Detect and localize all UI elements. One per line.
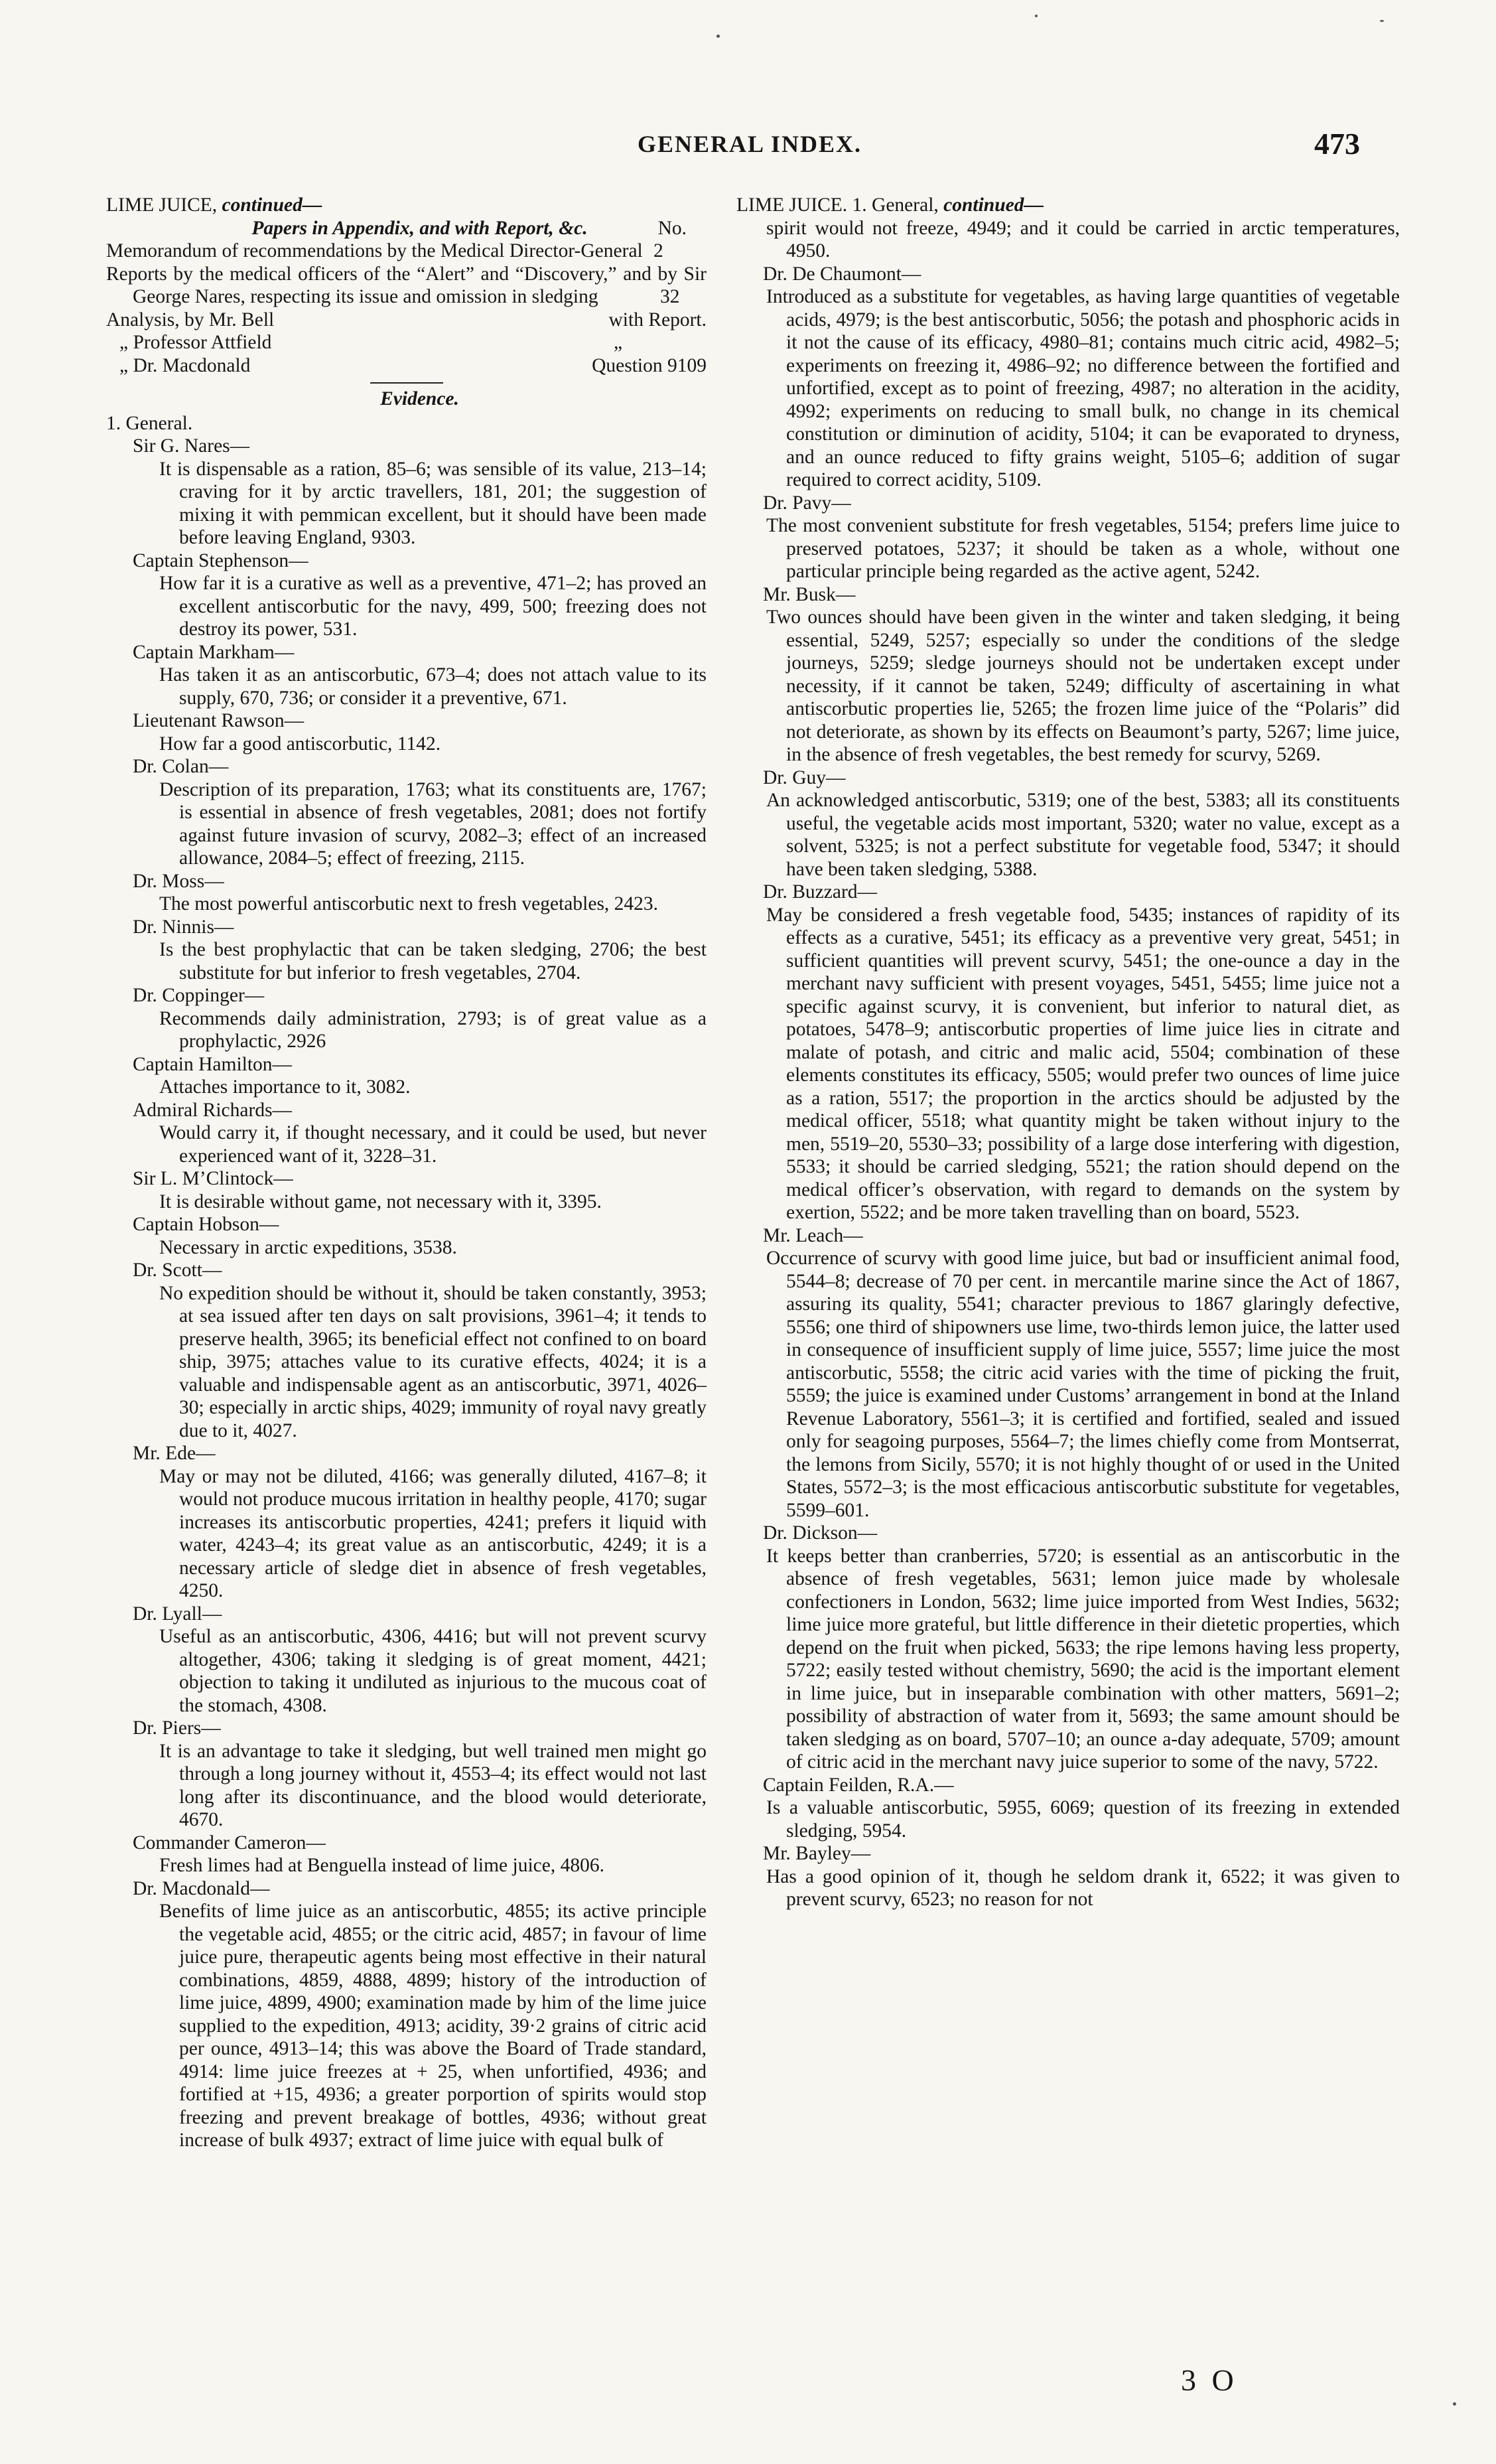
- witness-name: Commander Cameron—: [133, 1832, 326, 1853]
- divider-rule: [370, 382, 443, 384]
- witness-evidence: Would carry it, if thought necessary, and it could be used, but never experienced want of it, 3228–31.: [159, 1122, 707, 1167]
- continued-label: continued—: [222, 194, 322, 216]
- paper-title: „ Professor Attfield: [119, 332, 272, 353]
- witness-name: Captain Stephenson—: [133, 549, 308, 571]
- witness-evidence: Two ounces should have been given in the winter and taken sledging, it being essential, 5249, 5257; especially so under the conditions of the sledge journeys, 5259; sledge journeys should not be undertaken except under necessity, if it cannot be taken, 5249; difficulty of ascertaining in what antiscorbutic properties lie, 5265; the frozen lime juice of the “Polaris” did not deteriorate, as shown by its effects on Beaumont’s party, 5267; lime juice, in the absence of fresh vegetables, the best remedy for scurvy, 5269.: [766, 607, 1400, 765]
- right-column: [736, 194, 1400, 1911]
- witness-evidence: Is a valuable antiscorbutic, 5955, 6069; question of its freezing in extended sledging, 5954.: [766, 1797, 1400, 1842]
- paper-row: Memorandum of recommendations by the Medical Director-General No. 2: [106, 218, 687, 261]
- witness-evidence: No expedition should be without it, should be taken constantly, 3953; at sea issued after ten days on salt provisions, 3961–4; it tends to preserve health, 3965; its beneficial effect not confined to on board ship, 3975; attaches value to its curative effects, 4024; it is a valuable and indispensable agent as an antiscorbutic, 3971, 4026–30; especially in arctic ships, 4029; immunity of royal navy greatly due to it, 4027.: [159, 1282, 707, 1441]
- witness-evidence: The most convenient substitute for fresh vegetables, 5154; prefers lime juice to preserved potatoes, 5237; it should be taken as a whole, without one particular principle being regarded as the active agent, 5242.: [766, 515, 1400, 582]
- witness-evidence: It is dispensable as a ration, 85–6; was sensible of its value, 213–14; craving for it by arctic travellers, 181, 201; the suggestion of mixing it with pemmican excellent, but it should have been made before leaving England, 9303.: [159, 458, 707, 548]
- witness-name: Dr. Lyall—: [133, 1603, 222, 1625]
- witness-evidence: It is an advantage to take it sledging, but well trained men might go through a long journey without it, 4553–4; its effect would not last long after its discontinuance, and the blood would deteriorate, 4670.: [159, 1740, 707, 1830]
- no-label: No.: [657, 218, 687, 239]
- subsection-label: 1. General,: [852, 194, 939, 216]
- page-header: [93, 127, 1406, 170]
- witness-name: Dr. Piers—: [133, 1717, 221, 1739]
- paper-title: Reports by the medical officers of the “Alert” and “Discovery,” and by Sir George Nares, respecting its issue and omission in sledging: [106, 263, 707, 307]
- scan-speck: [1453, 2402, 1456, 2406]
- paper-title: Memorandum of recommendations by the Medical Director-General: [106, 240, 643, 261]
- witness-evidence: Introduced as a substitute for vegetables, as having large quantities of vegetable acids, 4979; is the best antiscorbutic, 5056; the potash and phosphoric acids in it not the cause of its efficacy, 4980–81; contains much citric acid, 4982–5; experiments on freezing it, 4986–92; no difference between the fortified and unfortified, except as to point of freezing, 4987; no alteration in the acidity, 4992; experiments on reducing to small bulk, no change in its chemical constitution or diminution of acidity, 5104; it can be evaporated to dryness, and an ounce reduced to fifty grains weight, 5105–6; addition of sugar required to correct acidity, 5109.: [766, 286, 1400, 490]
- witness-name: Dr. Macdonald—: [133, 1877, 270, 1899]
- left-column: [106, 194, 707, 2152]
- witness-evidence: Benefits of lime juice as an antiscorbutic, 4855; its active principle the vegetable acid, 4855; or the citric acid, 4857; in favour of lime juice pure, therapeutic agents being most effective in their natural combinations, 4859, 4888, 4899; history of the introduction of lime juice, 4899, 4900; examination made by him of the lime juice supplied to the expedition, 4913; acidity, 39·2 grains of citric acid per ounce, 4913–14; this was above the Board of Trade standard, 4914: lime juice freezes at + 25, when unfortified, 4936; and fortified at +15, 4936; a greater porportion of spirits would stop freezing and prevent breakage of bottles, 4936; without great increase of bulk 4937; extract of lime juice with equal bulk of: [159, 1901, 707, 2151]
- paper-ref: Question 9109: [592, 354, 707, 376]
- section-heading: 1. General.: [106, 412, 193, 434]
- witness-evidence: Description of its preparation, 1763; what its constituents are, 1767; is essential in absence of fresh vegetables, 2081; does not fortify against future invasion of scurvy, 2082–3; effect of an increased allowance, 2084–5; effect of freezing, 2115.: [159, 778, 707, 869]
- witness-name: Mr. Leach—: [763, 1224, 863, 1246]
- witness-name: Dr. Guy—: [763, 766, 846, 788]
- paper-row: Reports by the medical officers of the “Alert” and “Discovery,” and by Sir George Nares, respecting its issue and omission in sledging 32: [106, 263, 707, 307]
- witness-evidence: Is the best prophylactic that can be taken sledging, 2706; the best substitute for but inferior to fresh vegetables, 2704.: [159, 939, 707, 983]
- witness-evidence: Necessary in arctic expeditions, 3538.: [159, 1236, 457, 1258]
- witness-name: Sir L. M’Clintock—: [133, 1168, 293, 1189]
- witness-name: Dr. Moss—: [133, 870, 224, 892]
- witness-name: Mr. Bayley—: [763, 1843, 871, 1864]
- witness-evidence: An acknowledged antiscorbutic, 5319; one of the best, 5383; all its constituents useful, the vegetable acids most important, 5320; water no value, except as a solvent, 5325; is not a perfect substitute for vegetable food, 5347; it should have been taken sledging, 5388.: [766, 790, 1400, 880]
- page-number: 473: [1314, 127, 1360, 161]
- witness-evidence: How far a good antiscorbutic, 1142.: [159, 733, 441, 755]
- witness-evidence: It is desirable without game, not necessary with it, 3395.: [159, 1191, 602, 1212]
- running-title: GENERAL INDEX.: [637, 131, 862, 157]
- left-main-heading: [106, 194, 707, 217]
- continued-evidence: spirit would not freeze, 4949; and it could be carried in arctic temperatures, 4950.: [766, 217, 1400, 261]
- paper-row: „ Professor Attfield „: [119, 332, 623, 353]
- witness-name: Sir G. Nares—: [133, 435, 250, 457]
- witness-name: Dr. Coppinger—: [133, 985, 265, 1006]
- signature-mark: 3 O: [1181, 2363, 1238, 2397]
- witness-evidence: May or may not be diluted, 4166; was generally diluted, 4167–8; it would not produce mucous irritation in healthy people, 4170; sugar increases its antiscorbutic properties, 4241; prefers it liquid with water, 4243–4; its great value as an antiscorbutic, 4249; it is a necessary article of sledge diet in absence of fresh vegetables, 4250.: [159, 1465, 707, 1601]
- witness-evidence: How far it is a curative as well as a preventive, 471–2; has proved an excellent antiscorbutic for the navy, 499, 500; freezing does not destroy its power, 531.: [159, 573, 707, 640]
- witness-name: Captain Hobson—: [133, 1214, 279, 1235]
- witness-evidence: Has a good opinion of it, though he seldom drank it, 6522; it was given to prevent scurvy, 6523; no reason for not: [766, 1865, 1400, 1910]
- witness-evidence: Has taken it as an antiscorbutic, 673–4; does not attach value to its supply, 670, 736; or consider it a preventive, 671.: [159, 664, 707, 709]
- main-heading-text: LIME JUICE.: [736, 194, 848, 216]
- witness-name: Dr. Ninnis—: [133, 916, 234, 938]
- witness-evidence: Occurrence of scurvy with good lime juice, but bad or insufficient animal food, 5544–8; decrease of 70 per cent. in mercantile marine since the Act of 1867, assuring its quality, 5541; character previous to 1867 glaringly defective, 5556; one third of shipowners use lime, two-thirds lemon juice, the latter used in consequence of insufficient supply of lime juice, 5557; lime juice the most antiscorbutic, 5558; the citric acid varies with the time of picking the fruit, 5559; the juice is examined under Customs’ arrangement in bond at the Inland Revenue Laboratory, 5561–3; it is certified and fortified, sealed and issued only for seagoing purposes, 5564–7; the limes chiefly come from Montserrat, the lemons from Sicily, 5570; it is not highly thought of or used in the United States, 5572–3; is the most efficacious antiscorbutic substitute for vegetables, 5599–601.: [766, 1248, 1400, 1521]
- witness-name: Mr. Busk—: [763, 583, 856, 605]
- witness-name: Lieutenant Rawson—: [133, 710, 305, 731]
- right-main-heading: [736, 194, 1400, 217]
- evidence-heading: Evidence.: [380, 388, 459, 409]
- witness-evidence: Attaches importance to it, 3082.: [159, 1076, 411, 1098]
- witness-name: Captain Feilden, R.A.—: [763, 1774, 954, 1796]
- witness-name: Captain Markham—: [133, 641, 295, 663]
- witness-name: Captain Hamilton—: [133, 1053, 293, 1075]
- witness-name: Dr. Dickson—: [763, 1522, 878, 1544]
- paper-ref: with Report.: [608, 309, 707, 330]
- witness-name: Dr. De Chaumont—: [763, 263, 921, 285]
- continued-label: continued—: [943, 194, 1044, 216]
- paper-row: [106, 309, 707, 332]
- witness-evidence: Recommends daily administration, 2793; is of great value as a prophylactic, 2926: [159, 1007, 707, 1052]
- witness-evidence: Useful as an antiscorbutic, 4306, 4416; but will not prevent scurvy altogether, 4306; taking it sledging is of great moment, 4421; objection to taking it undiluted as injurious to the mucous coat of the stomach, 4308.: [159, 1626, 707, 1716]
- paper-title: „ Dr. Macdonald: [119, 354, 251, 376]
- witness-evidence: Fresh limes had at Benguella instead of lime juice, 4806.: [159, 1855, 604, 1876]
- witness-name: Dr. Scott—: [133, 1260, 222, 1281]
- scan-speck: [1380, 20, 1384, 22]
- witness-name: Dr. Buzzard—: [763, 881, 878, 903]
- papers-heading: Papers in Appendix, and with Report, &c.: [251, 217, 588, 239]
- main-heading-text: LIME JUICE,: [106, 194, 218, 216]
- paper-row: [106, 354, 707, 378]
- witness-name: Dr. Pavy—: [763, 492, 851, 514]
- witness-evidence: May be considered a fresh vegetable food, 5435; instances of rapidity of its effects as a curative, 5451; its efficacy as a preventive very great, 5451; in sufficient quantities will prevent scurvy, 5451; the one-ounce a day in the merchant navy sufficient with present voyages, 5451, 5455; lime juice not a specific against scurvy, it is convenient, but inferior to natural diet, as potatoes, 5478–9; antiscorbutic properties of lime juice lies in citrate and malate of potash, and citric and malic acid, 5504; combination of these elements constitutes its efficacy, 5505; would prefer two ounces of lime juice as a ration, 5517; the proportion in the arctics should be adjusted by the medical officer, 5518; what quantity might be taken without injury to the men, 5519–20, 5530–33; possibility of a large dose interfering with digestion, 5533; it should be carried sledging, 5521; the ration should depend on the medical officer’s observation, with regard to demands on the system by exertion, 5522; and be more taken travelling than on board, 5523.: [766, 904, 1400, 1223]
- paper-title: Analysis, by Mr. Bell: [106, 309, 275, 330]
- witness-name: Admiral Richards—: [133, 1099, 293, 1121]
- scan-speck: [716, 35, 720, 38]
- witness-name: Mr. Ede—: [133, 1443, 216, 1464]
- witness-evidence: The most powerful antiscorbutic next to fresh vegetables, 2423.: [159, 893, 659, 914]
- witness-evidence: It keeps better than cranberries, 5720; is essential as an antiscorbutic in the absence of fresh vegetables, 5631; lemon juice made by wholesale confectioners in London, 5632; lime juice imported from West Indies, 5632; lime juice more grateful, but little difference in their dietetic properties, which depend on the fruit when picked, 5633; the ripe lemons having less property, 5722; easily tested without chemistry, 5690; the acid is the important element in lime juice, but in inseparable combination with other matters, 5691–2; possibility of abstraction of water from it, 5693; the same amount should be taken sledging as on board, 5707–10; an ounce a-day adequate, 5709; amount of citric acid in the merchant navy juice superior to some of the navy, 5722.: [766, 1545, 1400, 1773]
- witness-name: Dr. Colan—: [133, 756, 229, 777]
- scan-speck: [1035, 15, 1038, 17]
